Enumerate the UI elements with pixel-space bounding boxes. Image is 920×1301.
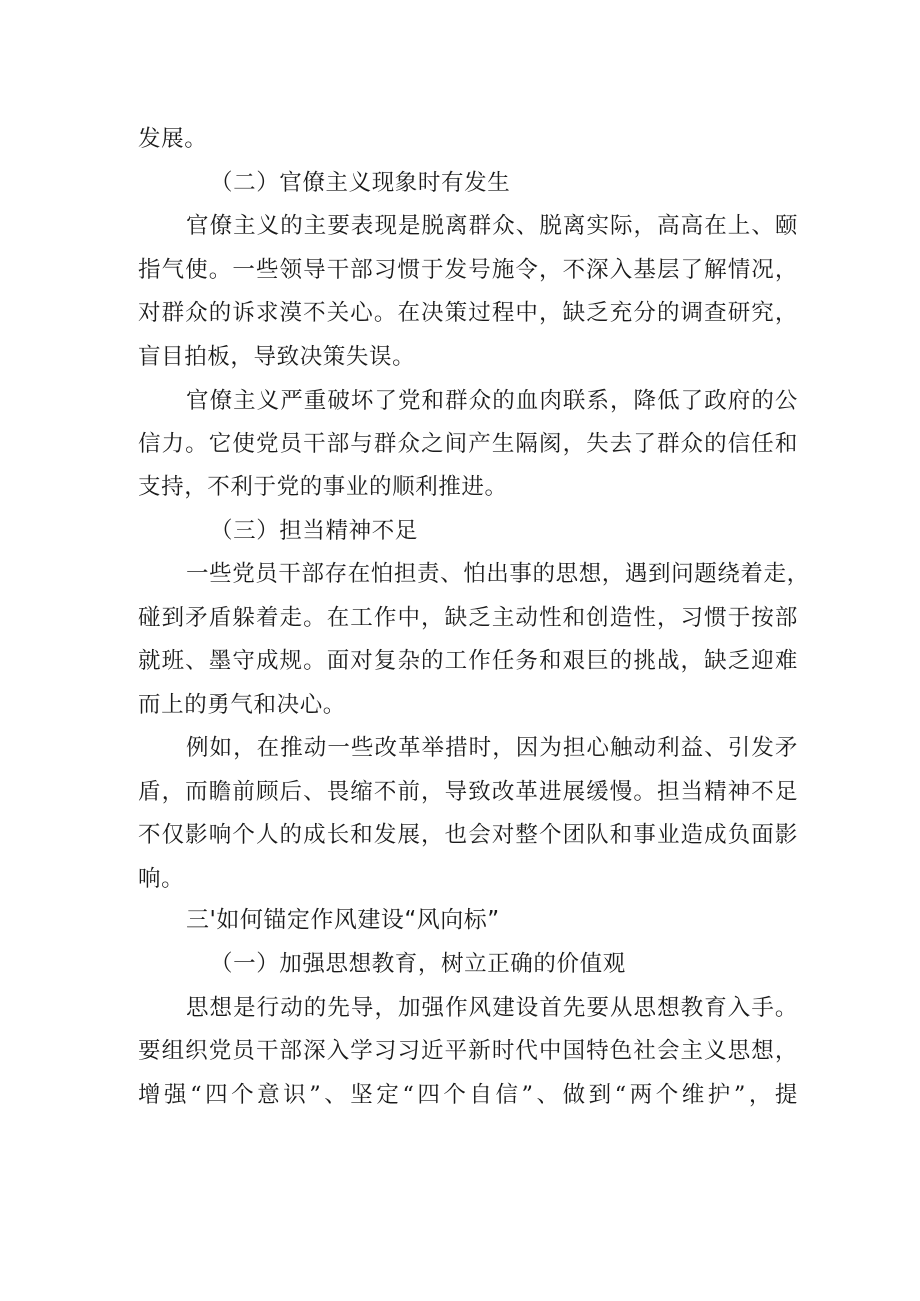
section-heading: （三）担当精神不足: [210, 518, 418, 544]
paragraph-line: 思想是行动的先导，加强作风建设首先要从思想教育入手。: [186, 995, 798, 1021]
paragraph-line: 支持，不利于党的事业的顺利推进。: [138, 474, 508, 500]
section-heading: （二）官僚主义现象时有发生: [210, 170, 511, 196]
paragraph-line: 官僚主义的主要表现是脱离群众、脱离实际，高高在上、颐: [186, 213, 798, 239]
paragraph-line: 响。: [138, 866, 185, 892]
paragraph-line: 盲目拍板，导致决策失误。: [138, 344, 416, 370]
paragraph-line: 增强“四个意识”、坚定“四个自信”、做到“两个维护”，提: [138, 1082, 798, 1108]
paragraph-line: 就班、墨守成规。面对复杂的工作任务和艰巨的挑战，缺乏迎难: [138, 648, 798, 674]
paragraph-line: 官僚主义严重破坏了党和群众的血肉联系，降低了政府的公: [186, 388, 798, 414]
paragraph-line: 信力。它使党员干部与群众之间产生隔阂，失去了群众的信任和: [138, 431, 798, 457]
chapter-heading: 三'如何锚定作风建设“风向标”: [186, 907, 500, 933]
paragraph-line: 盾，而瞻前顾后、畏缩不前，导致改革进展缓慢。担当精神不足: [138, 779, 798, 805]
paragraph-line: 例如，在推动一些改革举措时，因为担心触动利益、引发矛: [186, 735, 798, 761]
paragraph-line: 一些党员干部存在怕担责、怕出事的思想，遇到问题绕着走，: [186, 561, 810, 587]
paragraph-line: 不仅影响个人的成长和发展，也会对整个团队和事业造成负面影: [138, 822, 798, 848]
paragraph-line: 而上的勇气和决心。: [138, 692, 346, 718]
paragraph-line: 指气使。一些领导干部习惯于发号施令，不深入基层了解情况，: [138, 257, 798, 283]
paragraph-line: 对群众的诉求漠不关心。在决策过程中，缺乏充分的调查研究，: [138, 300, 798, 326]
text-line: 发展。: [138, 126, 208, 152]
section-heading: （一）加强思想教育，树立正确的价值观: [210, 951, 626, 977]
paragraph-line: 碰到矛盾躲着走。在工作中，缺乏主动性和创造性，习惯于按部: [138, 605, 798, 631]
paragraph-line: 要组织党员干部深入学习习近平新时代中国特色社会主义思想，: [138, 1038, 798, 1064]
